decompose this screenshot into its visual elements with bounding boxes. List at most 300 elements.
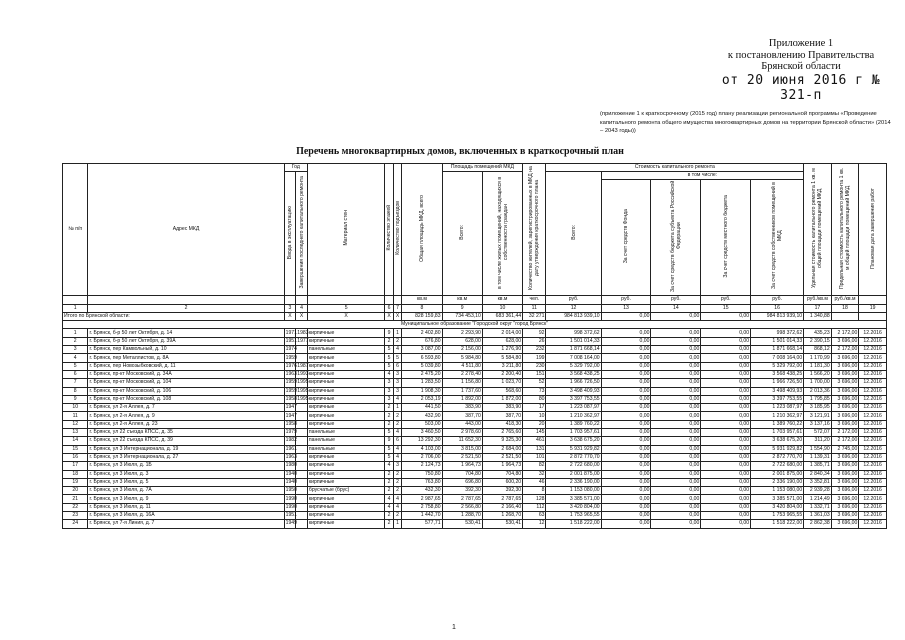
table-cell: 0,00: [651, 346, 701, 354]
table-cell: 0,00: [601, 354, 651, 362]
table-cell: 32: [523, 470, 546, 478]
table-row: [63, 362, 887, 370]
table-cell: кирпичные: [307, 512, 384, 520]
table-cell: 5: [385, 346, 393, 354]
table-cell: 17: [63, 462, 88, 470]
table-cell: 11: [63, 412, 88, 420]
table-cell: 0,00: [701, 370, 751, 378]
table-cell: 5 931 929,82: [751, 445, 804, 453]
table-cell: 1 385,71: [804, 462, 832, 470]
table-cell: г. Брянск, б-р 50 лет Октября, д. 14: [88, 329, 284, 337]
table-cell: 2 001 875,00: [546, 470, 601, 478]
table-cell: 82: [523, 462, 546, 470]
table-cell: панельные: [307, 346, 384, 354]
table-cell: 0,00: [601, 395, 651, 403]
table-cell: 1 566,20: [804, 370, 832, 378]
table-cell: 0,00: [701, 520, 751, 528]
table-cell: 2 402,80: [402, 329, 442, 337]
table-cell: г. Брянск, пер Камвольный, д. 10: [88, 346, 284, 354]
table-cell: г. Брянск, ул 2-я Аллея, д. 23: [88, 420, 284, 428]
table-cell: 0,00: [701, 512, 751, 520]
table-cell: 2 475,20: [402, 370, 442, 378]
table-cell: 9: [385, 437, 393, 445]
table-cell: 128: [523, 495, 546, 503]
table-cell: 1963: [285, 454, 297, 461]
table-cell: [296, 453, 308, 461]
table-cell: 0,00: [651, 412, 701, 420]
appendix-note: (приложение 1 к краткосрочному (2015 год) плану реализации региональной программы «Проведение капитального ремонта общего имущества многоквартирных домов на территории Брянской области» (2014 – 2043 годы)): [600, 111, 891, 134]
table-cell: 12.2016: [859, 445, 887, 453]
table-cell: 998 372,62: [546, 329, 601, 337]
table-cell: 12.2016: [859, 420, 887, 428]
col-header-unit-cost: Удельная стоимость капитального ремонта 1 кв. м общей площади помещений МКД: [804, 164, 832, 296]
table-cell: г. Брянск, пр-кт Московский, д. 104: [88, 379, 284, 387]
table-cell: 0,00: [701, 337, 751, 345]
table-cell: 2 765,60: [482, 429, 522, 437]
table-cell: г. Брянск, пер Новозыбковский, д. 11: [88, 362, 284, 370]
table-cell: г. Брянск, ул 3 Интернационала, д. 19: [88, 445, 284, 453]
table-cell: 441,50: [402, 404, 442, 412]
table-cell: 3 087,00: [402, 346, 442, 354]
table-cell: 2 722 680,00: [546, 462, 601, 470]
page-number: 1: [452, 624, 456, 631]
table-cell: 18: [63, 470, 88, 478]
table-cell: 8: [523, 487, 546, 495]
table-cell: 0,00: [701, 429, 751, 437]
table-cell: 0,00: [701, 395, 751, 403]
table-cell: 0,00: [651, 387, 701, 395]
table-cell: 1 501 014,33: [751, 337, 804, 345]
table-cell: 2 566,80: [442, 503, 482, 511]
table-cell: 3 696,00: [831, 478, 859, 486]
table-cell: 1 139,31: [804, 453, 832, 461]
table-cell: г. Брянск, пер Металлистов, д. 8А: [88, 354, 284, 362]
table-cell: 3 696,00: [831, 503, 859, 511]
table-cell: панельные: [307, 437, 384, 445]
table-cell: 1 966 726,50: [546, 379, 601, 387]
table-cell: 12.2016: [859, 429, 887, 437]
table-cell: 1974: [285, 346, 297, 353]
table-cell: 1977: [297, 337, 309, 344]
table-cell: 1 964,73: [442, 462, 482, 470]
table-cell: г. Брянск, ул 2-я Аллея, д. 9: [88, 412, 284, 420]
table-cell: 2 166,40: [482, 503, 522, 511]
table-cell: 676,80: [402, 337, 442, 345]
table-cell: 10: [523, 412, 546, 420]
table-cell: 145: [523, 429, 546, 437]
table-cell: 12: [63, 420, 88, 428]
table-cell: 577,71: [402, 520, 442, 528]
table-cell: [296, 487, 308, 495]
table-cell: 383,90: [482, 404, 522, 412]
table-cell: 3 696,00: [831, 404, 859, 412]
table-cell: кирпичные: [307, 470, 384, 478]
table-cell: 23: [63, 512, 88, 520]
table-row: [63, 346, 887, 354]
header-line-3: Брянской области: [761, 61, 841, 72]
table-cell: 5 984,80: [442, 354, 482, 362]
table-row: [63, 453, 887, 461]
table-cell: 4: [393, 395, 401, 403]
table-cell: 0,00: [601, 520, 651, 528]
table-cell: 383,90: [442, 404, 482, 412]
table-cell: 0,00: [601, 370, 651, 378]
table-row: [63, 487, 887, 495]
table-cell: 3: [385, 379, 393, 387]
table-cell: 1 700,00: [804, 379, 832, 387]
table-cell: г. Брянск, ул 22 съезда КПСС, д. 35: [88, 429, 284, 437]
table-cell: 1940: [285, 478, 297, 485]
table-cell: 199: [523, 354, 546, 362]
table-cell: 1: [393, 329, 401, 337]
table-cell: 0,00: [601, 346, 651, 354]
table-cell: 1995: [297, 387, 309, 394]
table-cell: 1971: [285, 329, 297, 336]
table-cell: 3 420 804,00: [546, 503, 601, 511]
table-cell: 628,00: [482, 337, 522, 345]
table-cell: панельные: [307, 445, 384, 453]
table-cell: [296, 429, 308, 437]
table-cell: 2 939,28: [804, 487, 832, 495]
table-cell: 0,00: [701, 420, 751, 428]
table-cell: 3: [385, 395, 393, 403]
table-cell: г. Брянск, пр-кт Московский, д. 34А: [88, 370, 284, 378]
table-cell: 14: [63, 437, 88, 445]
table-cell: [296, 512, 308, 520]
table-cell: 9: [63, 395, 88, 403]
table-cell: 5 329 792,00: [751, 362, 804, 370]
table-cell: 0,00: [601, 429, 651, 437]
table-cell: 3: [393, 462, 401, 470]
table-cell: 5 584,80: [482, 354, 522, 362]
table-cell: 12.2016: [859, 379, 887, 387]
table-cell: [296, 445, 308, 453]
table-cell: 1: [393, 520, 401, 528]
table-cell: 5: [63, 362, 88, 370]
table-cell: 432,90: [402, 412, 442, 420]
table-cell: 12.2016: [859, 512, 887, 520]
table-cell: 2: [393, 412, 401, 420]
table-cell: 1 966 726,50: [751, 379, 804, 387]
table-cell: 0,00: [601, 487, 651, 495]
table-cell: г. Брянск, ул 7-я Линия, д. 7: [88, 520, 284, 528]
table-cell: 3 696,00: [831, 470, 859, 478]
table-cell: [296, 404, 308, 412]
table-cell: 0,00: [701, 346, 751, 354]
table-cell: [296, 462, 308, 470]
table-row: [63, 337, 887, 345]
table-cell: 1 871 668,14: [751, 346, 804, 354]
table-cell: 1 518 222,00: [546, 520, 601, 528]
table-cell: 3 696,00: [831, 354, 859, 362]
table-cell: 0,00: [701, 412, 751, 420]
table-cell: 12.2016: [859, 462, 887, 470]
table-cell: 5: [385, 429, 393, 437]
table-cell: 12.2016: [859, 370, 887, 378]
table-cell: 2 684,00: [482, 445, 522, 453]
table-cell: 3 815,00: [442, 445, 482, 453]
table-cell: 3 696,00: [831, 462, 859, 470]
table-cell: 2 200,40: [482, 370, 522, 378]
table-cell: 2: [393, 478, 401, 486]
table-cell: 0,00: [701, 478, 751, 486]
table-cell: 0,00: [651, 420, 701, 428]
table-row: [63, 437, 887, 445]
table-cell: кирпичные: [307, 329, 384, 337]
table-cell: [296, 420, 308, 428]
table-cell: 2 172,00: [831, 429, 859, 437]
table-cell: 3 385 571,00: [546, 495, 601, 503]
table-cell: 1 872,00: [482, 395, 522, 403]
table-cell: 7 008 164,00: [751, 354, 804, 362]
table-cell: 1995: [297, 379, 309, 386]
table-row: [63, 503, 887, 511]
table-cell: 12.2016: [859, 395, 887, 403]
table-cell: 2: [393, 337, 401, 345]
table-row: [63, 470, 887, 478]
header-date-line: от 20 июня 2016 г № 321-п: [721, 72, 881, 103]
table-row: [63, 478, 887, 486]
table-cell: [296, 495, 308, 503]
resolution-header: [706, 38, 896, 103]
table-cell: 1979: [285, 429, 297, 436]
table-cell: 2 722 680,00: [751, 462, 804, 470]
table-cell: 3 498 409,93: [546, 387, 601, 395]
table-cell: 12.2016: [859, 346, 887, 354]
table-row: [63, 445, 887, 453]
table-cell: г. Брянск, ул 2-я Аллея, д. 7: [88, 404, 284, 412]
table-cell: 0,00: [601, 412, 651, 420]
table-cell: 2: [385, 478, 393, 486]
table-cell: 3 696,00: [831, 520, 859, 528]
table-cell: 19: [63, 478, 88, 486]
table-cell: 15: [63, 445, 88, 453]
table-row: [63, 495, 887, 503]
table-cell: 13 292,30: [402, 437, 442, 445]
table-cell: 0,00: [651, 453, 701, 461]
table-cell: 1 214,49: [804, 495, 832, 503]
col-header-address: Адрес МКД: [88, 164, 284, 296]
table-cell: 0,00: [651, 379, 701, 387]
table-cell: 2: [385, 337, 393, 345]
table-cell: 2 521,50: [482, 453, 522, 461]
table-cell: 12.2016: [859, 437, 887, 445]
table-cell: 11 652,30: [442, 437, 482, 445]
table-cell: г. Брянск, ул 3 Июля, д. 3: [88, 470, 284, 478]
table-cell: 22: [63, 503, 88, 511]
table-cell: 311,20: [804, 437, 832, 445]
table-cell: 0,00: [701, 387, 751, 395]
table-cell: 435,23: [804, 329, 832, 337]
table-cell: 7 008 164,00: [546, 354, 601, 362]
table-cell: 2 001 875,00: [751, 470, 804, 478]
table-cell: 1 181,30: [804, 362, 832, 370]
table-cell: 1950: [285, 487, 297, 494]
table-cell: 1 332,71: [804, 503, 832, 511]
table-cell: кирпичные: [307, 362, 384, 370]
table-cell: 0,00: [601, 445, 651, 453]
table-cell: 0,00: [601, 512, 651, 520]
table-cell: 2 336 190,00: [751, 478, 804, 486]
table-cell: 1 518 222,00: [751, 520, 804, 528]
table-row: [63, 387, 887, 395]
table-cell: 2 521,50: [442, 453, 482, 461]
table-cell: 628,00: [442, 337, 482, 345]
table-cell: 9 325,30: [482, 437, 522, 445]
table-row: [63, 354, 887, 362]
col-header-total-area: Общая площадь МКД, всего: [402, 164, 442, 296]
table-cell: 6: [393, 437, 401, 445]
table-cell: 0,00: [601, 478, 651, 486]
table-cell: 1958: [285, 420, 297, 427]
table-cell: 1 871 668,14: [546, 346, 601, 354]
table-cell: 3 638 675,20: [751, 437, 804, 445]
table-cell: кирпичные: [307, 478, 384, 486]
table-cell: 1 501 014,33: [546, 337, 601, 345]
table-cell: 12.2016: [859, 412, 887, 420]
table-cell: 1: [63, 329, 88, 337]
table-cell: 2: [63, 337, 88, 345]
table-cell: кирпичные: [307, 370, 384, 378]
table-cell: 73: [523, 387, 546, 395]
table-cell: 12.2016: [859, 470, 887, 478]
col-header-floors: Количество этажей: [385, 164, 393, 296]
table-cell: 3 696,00: [831, 379, 859, 387]
table-cell: 1 170,99: [804, 354, 832, 362]
table-cell: 2 156,00: [442, 346, 482, 354]
table-cell: 5: [385, 453, 393, 461]
table-cell: кирпичные: [307, 520, 384, 528]
table-cell: 26: [523, 337, 546, 345]
col-header-local: За счет средств местного бюджета: [701, 180, 751, 296]
table-cell: 0,00: [701, 437, 751, 445]
table-cell: 12.2016: [859, 329, 887, 337]
table-cell: г. Брянск, ул 3 Интернационала, д. 27: [88, 453, 284, 461]
table-cell: 2 787,65: [482, 495, 522, 503]
table-cell: 46: [523, 478, 546, 486]
table-cell: [296, 470, 308, 478]
table-cell: 52: [523, 379, 546, 387]
table-cell: 0,00: [701, 495, 751, 503]
table-cell: 1961: [285, 445, 297, 452]
table-cell: 13: [63, 429, 88, 437]
column-index-row: 1 2 3 4 5 6 7 8 9 10 11 12 13 14 15 16 17 18 19: [63, 304, 887, 312]
table-cell: 5: [385, 354, 393, 362]
col-header-cost: Стоимость капитального ремонта: [546, 164, 804, 172]
table-row: [63, 520, 887, 528]
table-cell: г. Брянск, пр-кт Московский, д. 106: [88, 387, 284, 395]
table-cell: 3 696,00: [831, 362, 859, 370]
table-cell: кирпичные: [307, 412, 384, 420]
table-cell: панельные: [307, 429, 384, 437]
table-cell: 2: [393, 512, 401, 520]
table-cell: 600,20: [482, 478, 522, 486]
table-cell: 12.2016: [859, 478, 887, 486]
table-cell: 5 931 929,82: [546, 445, 601, 453]
table-cell: 1959: [285, 387, 297, 394]
table-cell: 0,00: [601, 453, 651, 461]
table-cell: 0,00: [651, 395, 701, 403]
table-cell: кирпичные: [307, 395, 384, 403]
table-cell: 1 737,60: [442, 387, 482, 395]
table-cell: 0,00: [701, 453, 751, 461]
table-cell: 0,00: [601, 462, 651, 470]
table-cell: 12.2016: [859, 495, 887, 503]
table-cell: г. Брянск, б-р 50 лет Октября, д. 39А: [88, 337, 284, 345]
table-cell: 0,00: [701, 503, 751, 511]
table-cell: брусчатые (брус): [307, 487, 384, 495]
table-cell: 2 987,65: [402, 495, 442, 503]
table-cell: [296, 354, 308, 362]
table-cell: 0,00: [651, 478, 701, 486]
page-title: Перечень многоквартирных домов, включенных в краткосрочный план: [296, 146, 624, 157]
table-cell: 763,80: [402, 478, 442, 486]
table-cell: 0,00: [601, 379, 651, 387]
table-cell: 1 389 760,22: [751, 420, 804, 428]
table-cell: [296, 346, 308, 354]
table-cell: 0,00: [651, 362, 701, 370]
table-cell: 2 278,40: [442, 370, 482, 378]
table-cell: 432,30: [402, 487, 442, 495]
table-cell: 1 795,85: [804, 395, 832, 403]
table-cell: 1983: [297, 329, 309, 336]
table-cell: 4: [385, 370, 393, 378]
table-cell: г. Брянск, ул 3 Июля, д. 7А: [88, 487, 284, 495]
table-cell: 6 593,80: [402, 354, 442, 362]
table-cell: 12.2016: [859, 354, 887, 362]
table-cell: 4: [393, 429, 401, 437]
table-cell: 2 872 770,70: [546, 453, 601, 461]
table-cell: 12.2016: [859, 404, 887, 412]
table-cell: 3 696,00: [831, 453, 859, 461]
table-cell: 1 268,70: [482, 512, 522, 520]
table-cell: 3 397 753,55: [546, 395, 601, 403]
table-cell: 2 390,15: [804, 337, 832, 345]
table-row: [63, 420, 887, 428]
table-cell: 1 964,73: [482, 462, 522, 470]
table-cell: 1976: [285, 362, 297, 369]
table-cell: 443,00: [442, 420, 482, 428]
table-cell: 0,00: [601, 420, 651, 428]
table-cell: 3 696,00: [831, 420, 859, 428]
col-header-cost-total: Всего:: [546, 172, 601, 296]
table-cell: г. Брянск, ул 3 Июля, д. 1Б: [88, 462, 284, 470]
table-cell: 387,70: [442, 412, 482, 420]
table-cell: 1 442,70: [402, 512, 442, 520]
table-cell: 1951: [285, 337, 297, 344]
table-cell: 12: [523, 520, 546, 528]
table-cell: 92: [523, 329, 546, 337]
table-cell: [296, 503, 308, 511]
table-cell: 17: [523, 404, 546, 412]
table-row: [63, 404, 887, 412]
table-cell: 3 696,00: [831, 412, 859, 420]
table-cell: 1990: [285, 503, 297, 510]
col-header-year: Год: [284, 164, 307, 172]
table-cell: 1 210 362,97: [546, 412, 601, 420]
table-cell: 0,00: [601, 329, 651, 337]
table-cell: 0,00: [601, 470, 651, 478]
table-cell: 530,41: [442, 520, 482, 528]
table-cell: 3: [393, 379, 401, 387]
col-header-material: Материал стен: [307, 164, 384, 296]
table-cell: [296, 437, 308, 445]
col-header-subject: За счет средств бюджета субъекта Российской Федерации: [651, 180, 701, 296]
table-cell: 1963: [285, 371, 297, 378]
table-cell: 3 696,00: [831, 370, 859, 378]
table-cell: 0,00: [651, 495, 701, 503]
table-cell: 0,00: [651, 354, 701, 362]
